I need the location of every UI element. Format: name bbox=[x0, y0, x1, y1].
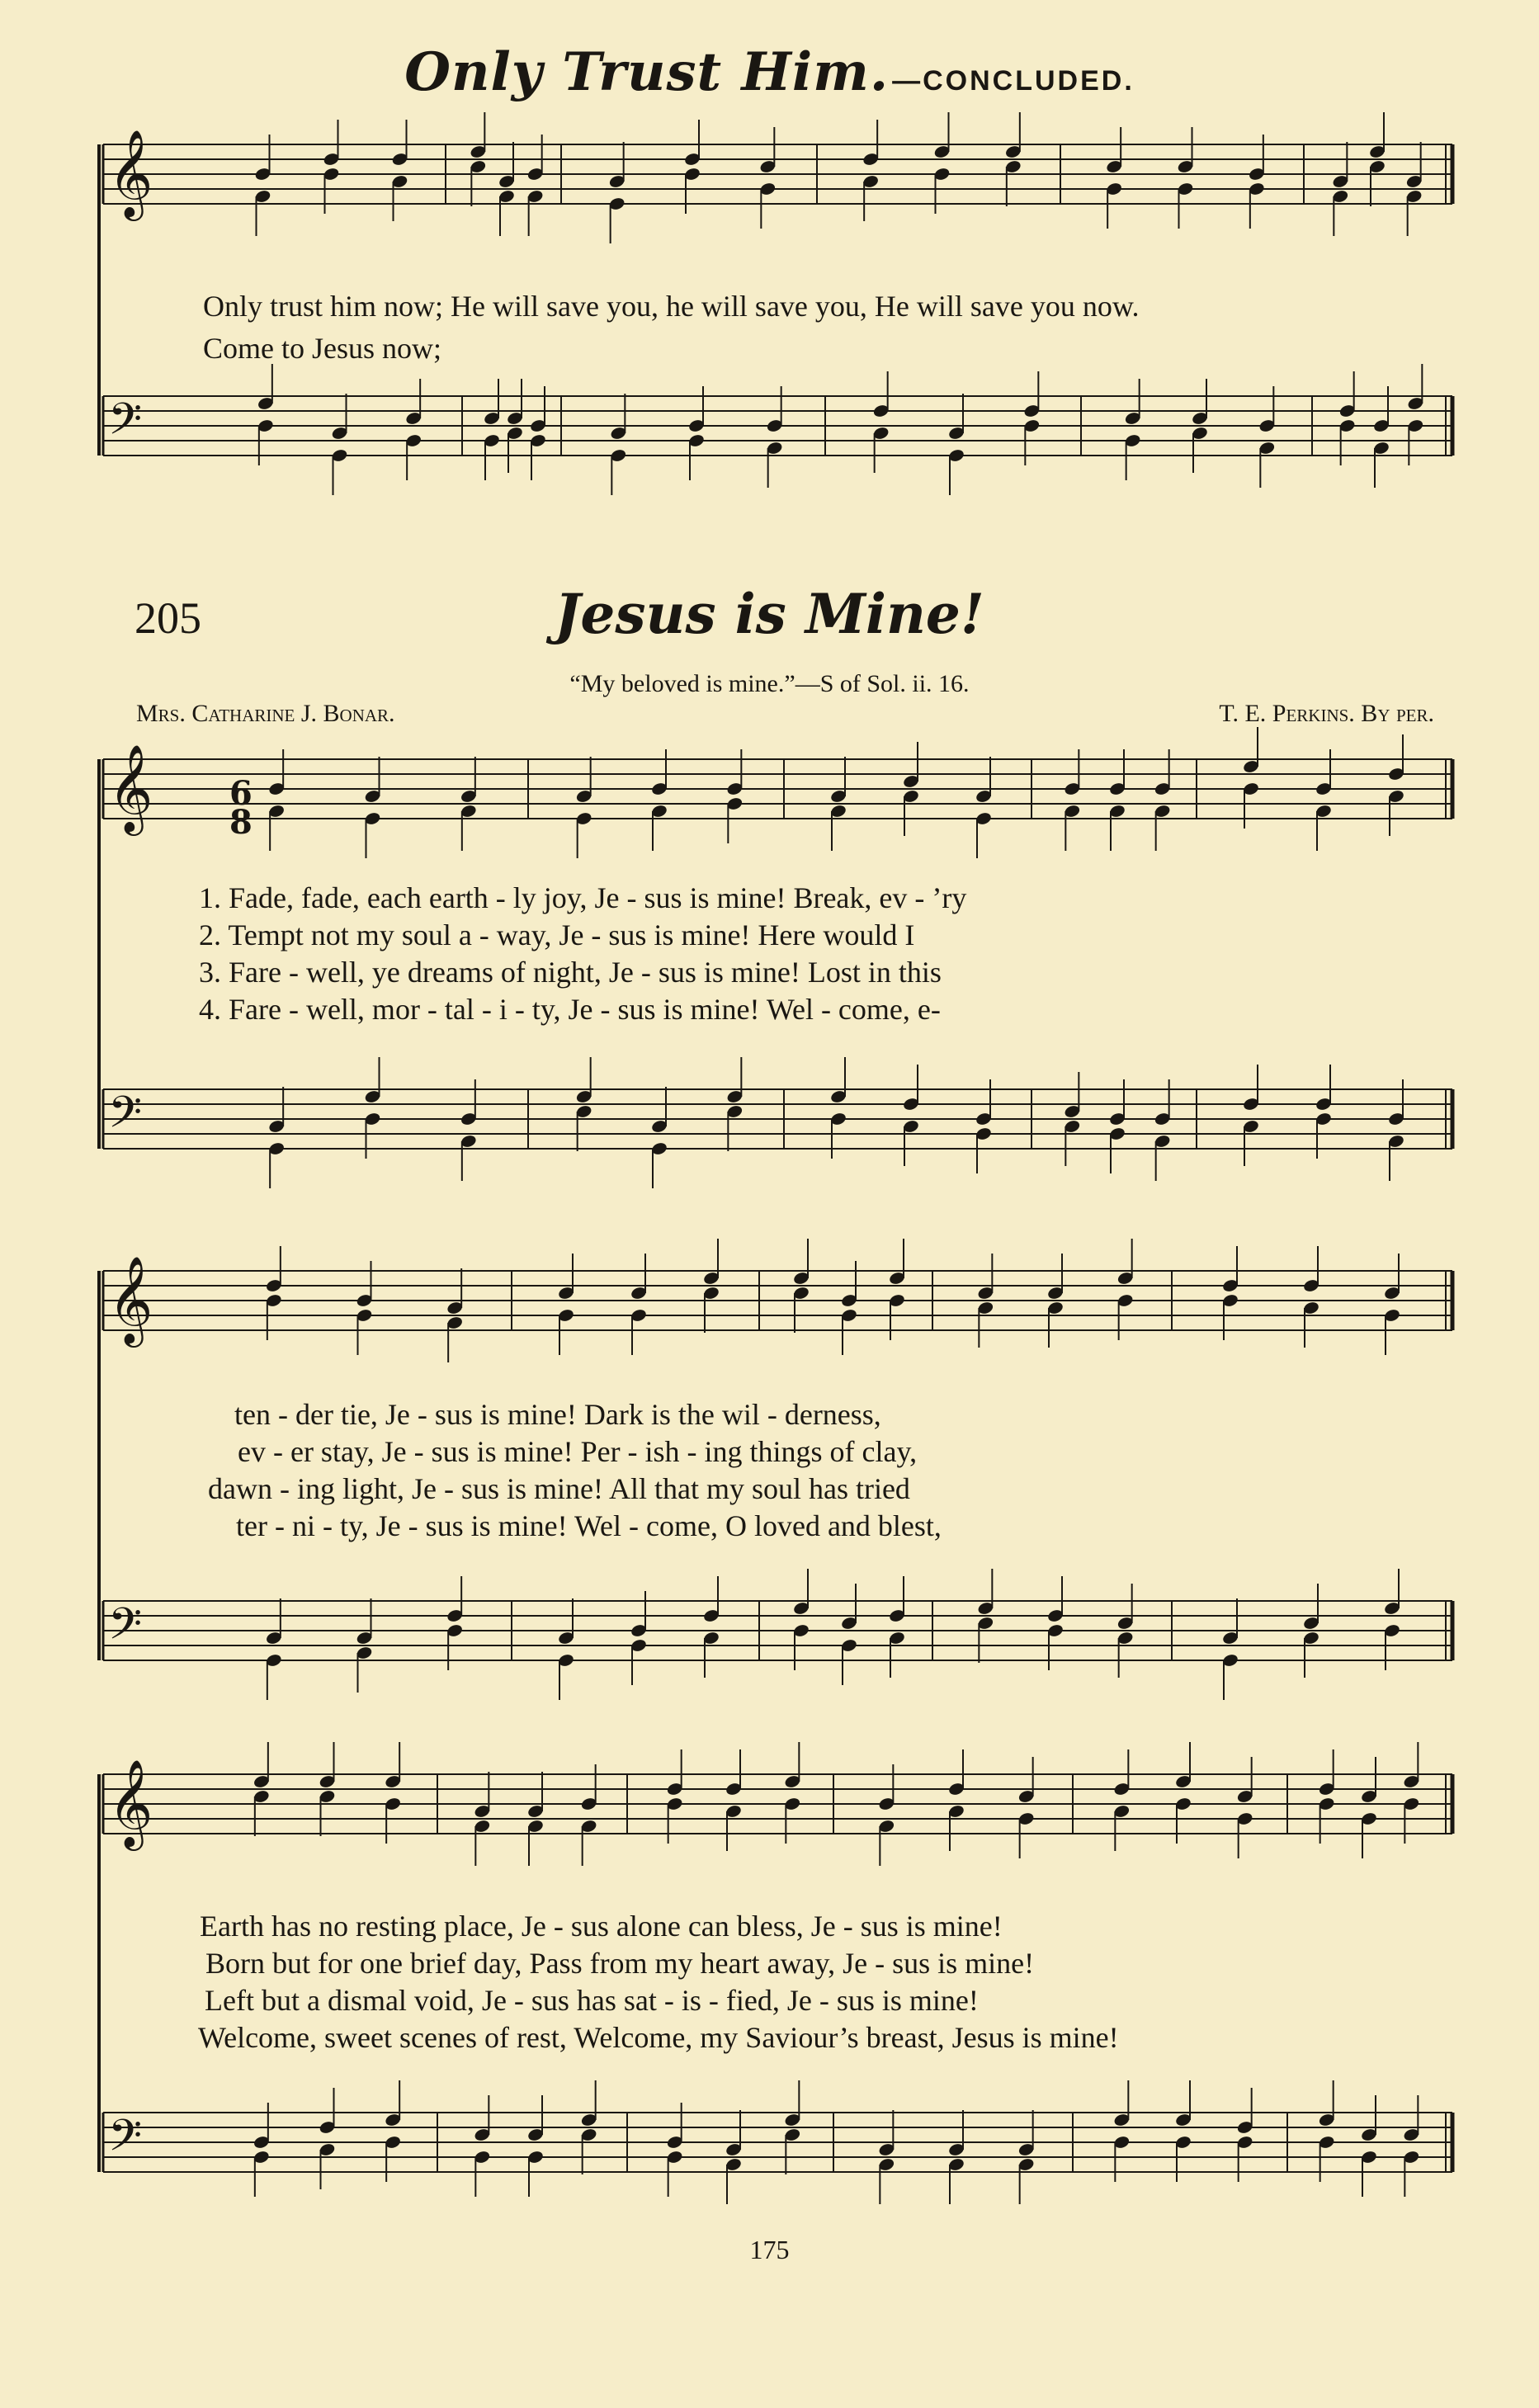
verse-1-line: 1. Fade, fade, each earth - ly joy, Je - sus is mine! Break, ev - ’ry bbox=[199, 881, 967, 914]
hymn-number: 205 bbox=[135, 593, 201, 643]
hymn-composer: T. E. Perkins. By per. bbox=[1219, 700, 1434, 727]
continuation-lyric-line-2: Come to Jesus now; bbox=[203, 332, 442, 365]
treble-clef-icon: 𝄞 bbox=[108, 1255, 153, 1343]
bass-clef-icon: 𝄢 bbox=[108, 1599, 143, 1660]
treble-clef-icon: 𝄞 bbox=[108, 744, 153, 832]
verse-4-line: ter - ni - ty, Je - sus is mine! Wel - come, O loved and blest, bbox=[236, 1509, 942, 1542]
page-number: 175 bbox=[749, 2235, 790, 2264]
verse-2-line: 2. Tempt not my soul a - way, Je - sus is mine! Here would I bbox=[199, 918, 915, 951]
treble-clef-icon: 𝄞 bbox=[108, 1759, 153, 1847]
continuation-title: Only Trust Him. bbox=[404, 41, 890, 103]
time-signature: 6 bbox=[229, 774, 253, 813]
hymn-author: Mrs. Catharine J. Bonar. bbox=[136, 700, 395, 727]
verse-2-line: Born but for one brief day, Pass from my heart away, Je - sus is mine! bbox=[205, 1947, 1035, 1980]
verse-3-line: dawn - ing light, Je - sus is mine! All that my soul has tried bbox=[208, 1472, 910, 1505]
verse-3-line: Left but a dismal void, Je - sus has sat - is - fied, Je - sus is mine! bbox=[205, 1984, 979, 2017]
verse-3-line: 3. Fare - well, ye dreams of night, Je - sus is mine! Lost in this bbox=[199, 956, 942, 989]
bass-clef-icon: 𝄢 bbox=[108, 394, 143, 456]
hymn-epigraph: “My beloved is mine.”—S of Sol. ii. 16. bbox=[569, 670, 970, 697]
time-signature: 8 bbox=[229, 803, 253, 842]
verse-4-line: Welcome, sweet scenes of rest, Welcome, my Saviour’s breast, Jesus is mine! bbox=[198, 2021, 1119, 2054]
treble-clef-icon: 𝄞 bbox=[108, 129, 153, 217]
bass-clef-icon: 𝄢 bbox=[108, 2111, 143, 2172]
continuation-lyric-line-1: Only trust him now; He will save you, he will save you, He will save you now. bbox=[203, 290, 1140, 323]
verse-2-line: ev - er stay, Je - sus is mine! Per - ish - ing things of clay, bbox=[238, 1435, 918, 1468]
bass-clef-icon: 𝄢 bbox=[108, 1088, 143, 1149]
verse-1-line: Earth has no resting place, Je - sus alone can bless, Je - sus is mine! bbox=[200, 1910, 1003, 1943]
verse-4-line: 4. Fare - well, mor - tal - i - ty, Je - sus is mine! Wel - come, e- bbox=[199, 993, 941, 1026]
hymn-title: Jesus is Mine! bbox=[555, 582, 984, 646]
continuation-suffix: —CONCLUDED. bbox=[892, 65, 1135, 97]
verse-1-line: ten - der tie, Je - sus is mine! Dark is the wil - derness, bbox=[234, 1398, 881, 1431]
